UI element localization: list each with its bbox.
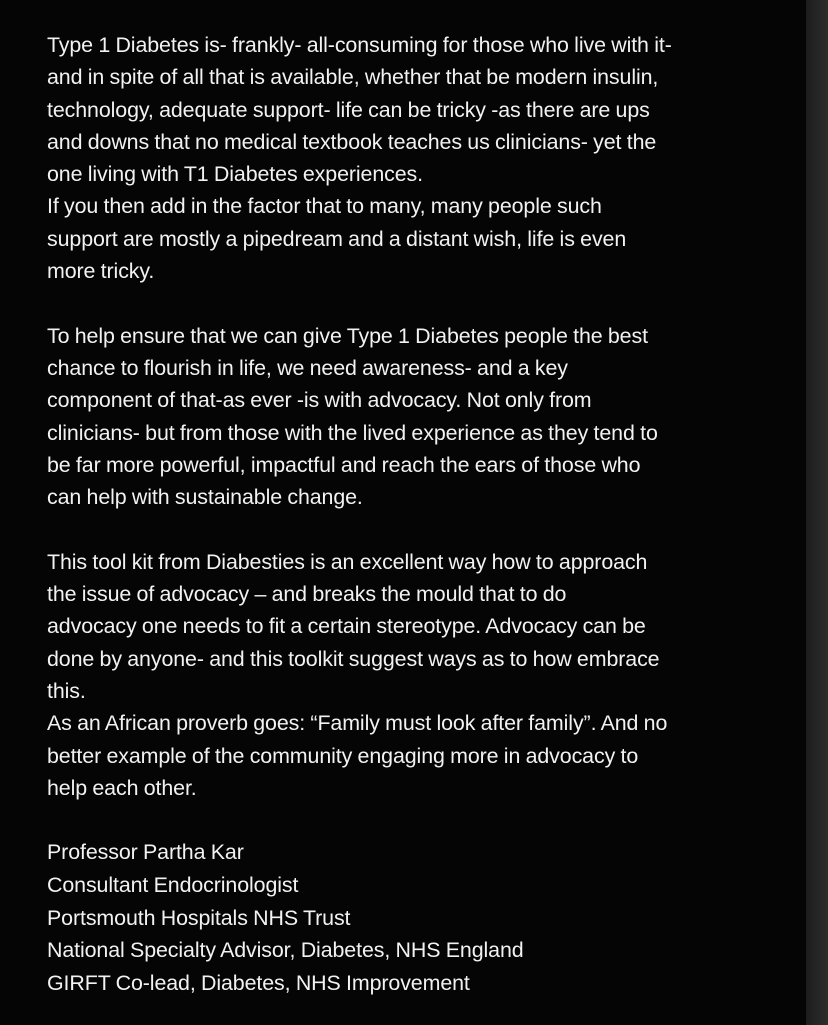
text-line: can help with sustainable change.	[47, 485, 363, 510]
text-line: help each other.	[47, 775, 197, 800]
text-line: more tricky.	[47, 259, 155, 284]
signature-block	[47, 836, 806, 999]
signature-role-1: National Specialty Advisor, Diabetes, NHS England	[47, 938, 524, 963]
text-line: chance to flourish in life, we need awareness- and a key	[47, 355, 568, 380]
text-line: done by anyone- and this toolkit suggest ways as to how embrace	[47, 646, 660, 671]
paragraph-2	[47, 320, 806, 514]
text-line: This tool kit from Diabesties is an excellent way how to approach	[47, 549, 648, 574]
text-line: and in spite of all that is available, whether that be modern insulin,	[47, 65, 659, 90]
text-line: one living with T1 Diabetes experiences.	[47, 162, 423, 187]
text-line: To help ensure that we can give Type 1 Diabetes people the best	[47, 323, 648, 348]
text-line: and downs that no medical textbook teaches us clinicians- yet the	[47, 129, 657, 154]
signature-name: Professor Partha Kar	[47, 840, 244, 865]
paragraph-3	[47, 546, 806, 804]
signature-organization: Portsmouth Hospitals NHS Trust	[47, 905, 351, 930]
text-line: support are mostly a pipedream and a distant wish, life is even	[47, 226, 627, 251]
paragraph-gap	[47, 287, 806, 319]
signature-title: Consultant Endocrinologist	[47, 873, 299, 898]
text-line: component of that-as ever -is with advocacy. Not only from	[47, 388, 592, 413]
text-line: If you then add in the factor that to many, many people such	[47, 194, 602, 219]
scrollbar-gutter	[806, 0, 828, 1025]
text-line: the issue of advocacy – and breaks the mould that to do	[47, 582, 567, 607]
text-line: better example of the community engaging more in advocacy to	[47, 743, 639, 768]
text-line: technology, adequate support- life can be tricky -as there are ups	[47, 97, 650, 122]
text-line: Type 1 Diabetes is- frankly- all-consuming for those who live with it-	[47, 33, 672, 57]
paragraph-gap	[47, 804, 806, 836]
signature-role-2: GIRFT Co-lead, Diabetes, NHS Improvement	[47, 970, 470, 995]
text-line: be far more powerful, impactful and reach the ears of those who	[47, 452, 641, 477]
paragraph-gap	[47, 513, 806, 545]
paragraph-1	[47, 29, 806, 287]
text-line: As an African proverb goes: “Family must look after family”. And no	[47, 711, 668, 736]
text-line: this.	[47, 678, 86, 703]
text-line: clinicians- but from those with the lived experience as they tend to	[47, 420, 658, 445]
text-line: advocacy one needs to fit a certain stereotype. Advocacy can be	[47, 614, 646, 639]
